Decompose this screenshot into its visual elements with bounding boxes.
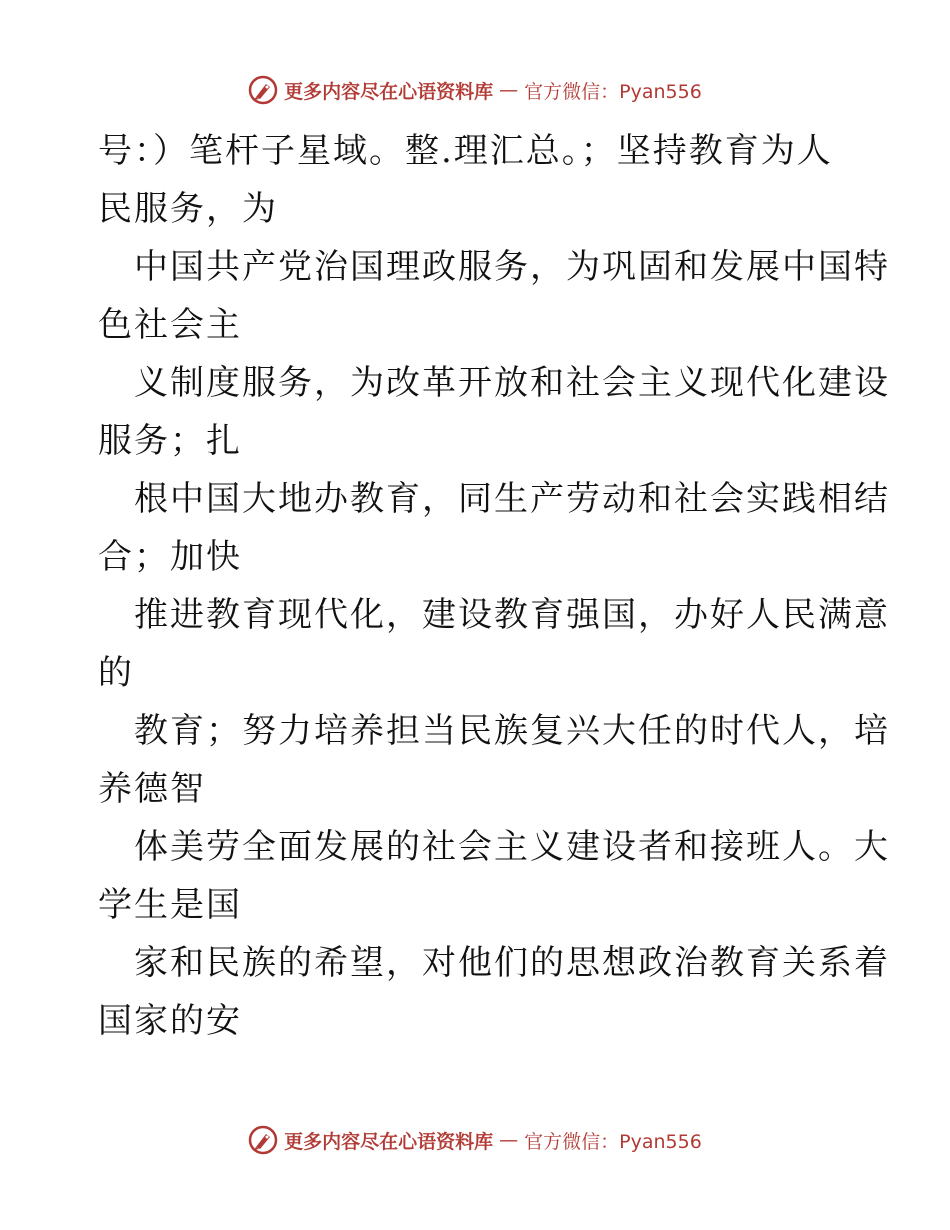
text-line: 中国共产党治国理政服务，为巩固和发展中国特 <box>134 247 890 287</box>
footer-watermark <box>0 1120 950 1160</box>
text-line: 养德智 <box>98 769 206 809</box>
document-body <box>98 122 890 1050</box>
text-line: 推进教育现代化，建设教育强国，办好人民满意 <box>134 595 890 635</box>
text-line: 色社会主 <box>98 305 242 345</box>
pen-nib-logo-icon <box>248 1125 278 1155</box>
watermark-dash: — <box>499 79 519 101</box>
watermark-brand-text: 更多内容尽在心语资料库 <box>284 1130 494 1153</box>
text-line: 学生是国 <box>98 885 242 925</box>
text-line: 体美劳全面发展的社会主义建设者和接班人。大 <box>134 827 890 867</box>
text-line: 的 <box>98 653 134 693</box>
text-line: 号：）笔杆子星域。整.理汇总。；坚持教育为人 <box>98 131 833 171</box>
watermark-wechat-text: 官方微信：Pyan556 <box>524 80 702 103</box>
pen-nib-logo-icon <box>248 75 278 105</box>
watermark-dash: — <box>499 1129 519 1151</box>
text-line: 教育；努力培养担当民族复兴大任的时代人，培 <box>134 711 890 751</box>
watermark-brand-text: 更多内容尽在心语资料库 <box>284 80 494 103</box>
text-line: 国家的安 <box>98 1001 242 1041</box>
text-line: 根中国大地办教育，同生产劳动和社会实践相结 <box>134 479 890 519</box>
watermark-wechat-text: 官方微信：Pyan556 <box>524 1130 702 1153</box>
text-line: 义制度服务，为改革开放和社会主义现代化建设 <box>134 363 890 403</box>
header-watermark <box>0 70 950 110</box>
text-line: 民服务，为 <box>98 189 278 229</box>
text-line: 服务；扎 <box>98 421 242 461</box>
text-line: 家和民族的希望，对他们的思想政治教育关系着 <box>134 943 890 983</box>
text-line: 合；加快 <box>98 537 242 577</box>
